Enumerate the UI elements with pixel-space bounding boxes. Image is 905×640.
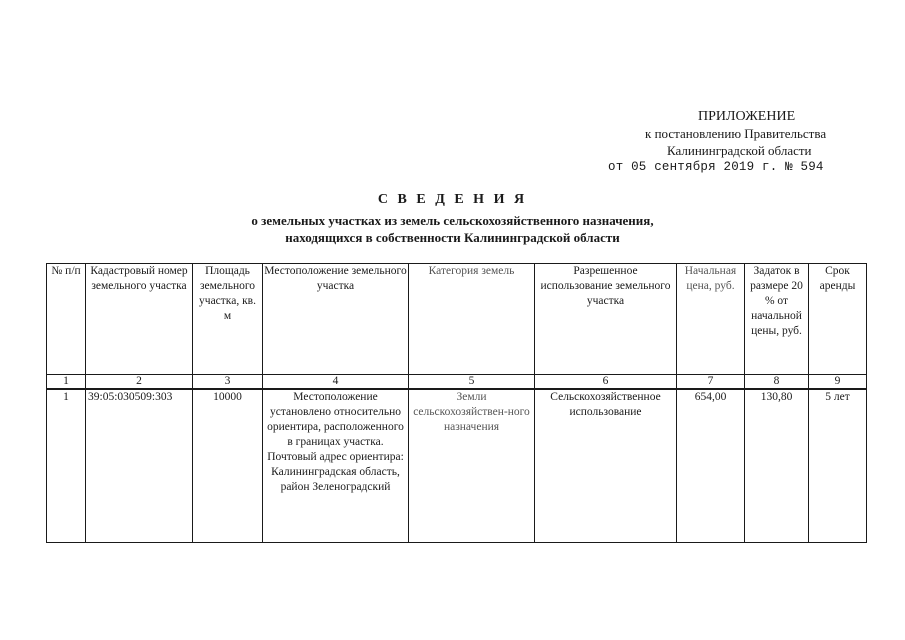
cell-usage: Сельскохозяйственное использование (535, 389, 677, 543)
appendix-label: ПРИЛОЖЕНИЕ (698, 109, 796, 124)
cell-location: Местоположение установлено относительно ориентира, расположенного в границах участка. Почтовый адрес ориентира: Калининградская область, район Зеленоградский (263, 389, 409, 543)
column-number: 6 (535, 375, 677, 390)
appendix-resolution: к постановлению Правительства (645, 126, 827, 141)
header-location: Местоположение земельного участка (263, 264, 409, 375)
cell-deposit: 130,80 (745, 389, 809, 543)
document-subtitle (0, 212, 905, 246)
cell-term: 5 лет (809, 389, 867, 543)
appendix-region: Калининградской области (667, 143, 812, 158)
header-price: Начальная цена, руб. (677, 264, 745, 375)
cell-price: 654,00 (677, 389, 745, 543)
column-number: 5 (409, 375, 535, 390)
column-number: 7 (677, 375, 745, 390)
column-number: 3 (193, 375, 263, 390)
header-deposit: Задаток в размере 20 % от начальной цены, руб. (745, 264, 809, 375)
column-number-row (47, 375, 867, 390)
header-num: № п/п (47, 264, 86, 375)
column-number: 2 (86, 375, 193, 390)
subtitle-line-2: находящихся в собственности Калининградской области (285, 230, 620, 245)
cell-area: 10000 (193, 389, 263, 543)
appendix-header (560, 108, 900, 176)
cell-cadastral: 39:05:030509:303 (86, 389, 193, 543)
table-header-row (47, 264, 867, 375)
cell-category: Земли сельскохозяйствен-ного назначения (409, 389, 535, 543)
appendix-date-number: от 05 сентября 2019 г. № 594 (608, 160, 824, 174)
header-usage: Разрешенное использование земельного участка (535, 264, 677, 375)
column-number: 8 (745, 375, 809, 390)
land-plots-table (46, 263, 867, 543)
column-number: 9 (809, 375, 867, 390)
header-area: Площадь земельного участка, кв. м (193, 264, 263, 375)
column-number: 4 (263, 375, 409, 390)
table-row (47, 389, 867, 543)
document-title: С В Е Д Е Н И Я (377, 192, 528, 207)
header-cadastral: Кадастровый номер земельного участка (86, 264, 193, 375)
cell-num: 1 (47, 389, 86, 543)
header-term: Срок аренды (809, 264, 867, 375)
column-number: 1 (47, 375, 86, 390)
subtitle-line-1: о земельных участках из земель сельскохозяйственного назначения, (251, 213, 654, 228)
header-category: Категория земель (409, 264, 535, 375)
